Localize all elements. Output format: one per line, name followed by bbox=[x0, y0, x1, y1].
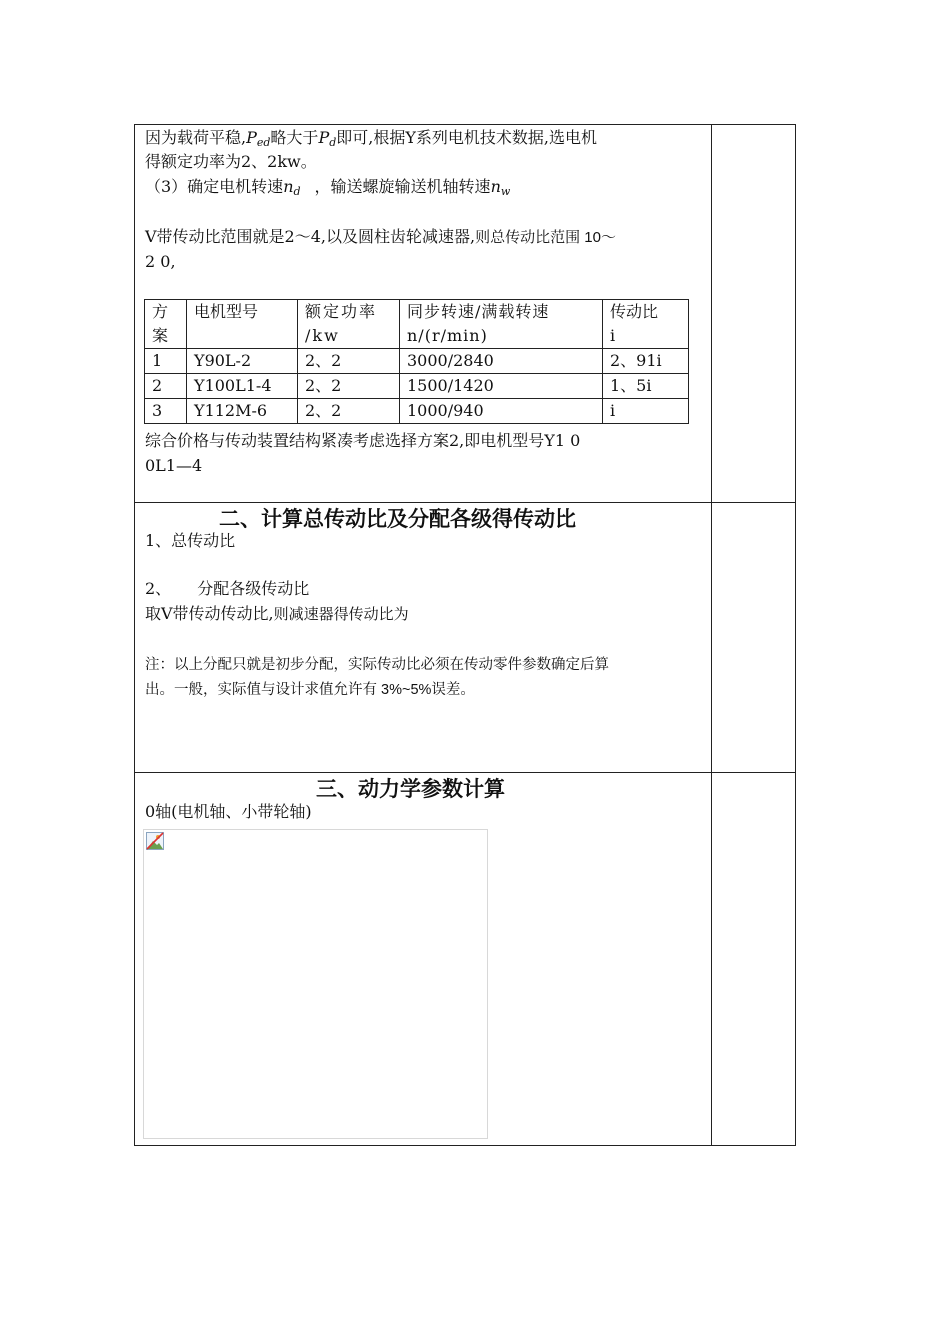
table-header-row bbox=[145, 300, 689, 349]
table-cell: 2、2 bbox=[298, 374, 400, 399]
table-row bbox=[145, 349, 689, 374]
table-cell: 1000/940 bbox=[400, 399, 603, 424]
header-cell bbox=[298, 300, 400, 349]
symbol-p: P bbox=[246, 128, 257, 147]
motor-power-line bbox=[145, 127, 597, 154]
image-placeholder bbox=[143, 829, 488, 1139]
table-cell: 2、91i bbox=[603, 349, 689, 374]
table-cell: i bbox=[603, 399, 689, 424]
section-heading: 二、计算总传动比及分配各级得传动比 bbox=[219, 507, 576, 531]
symbol-n: n bbox=[490, 177, 501, 196]
header-cell bbox=[603, 300, 689, 349]
v-belt-ratio-line bbox=[145, 603, 409, 626]
motor-speed-line bbox=[145, 176, 510, 203]
conclusion-line-cont: 0L1—4 bbox=[145, 456, 203, 475]
header-text: /kw bbox=[305, 326, 340, 345]
section-heading: 三、动力学参数计算 bbox=[316, 777, 505, 801]
broken-image-icon bbox=[146, 832, 164, 850]
table-cell: 2 bbox=[145, 374, 187, 399]
text-segment: 则减速器得传动比为 bbox=[273, 606, 409, 623]
note-line-cont: 出。一般，实际值与设计求值允许有 3%~5%误差。 bbox=[145, 682, 475, 698]
table-cell: Y90L-2 bbox=[187, 349, 298, 374]
symbol-p: P bbox=[318, 128, 330, 147]
shaft-0-label: 0轴(电机轴、小带轮轴) bbox=[145, 802, 312, 821]
symbol-subscript: d bbox=[293, 185, 301, 198]
header-cell bbox=[400, 300, 603, 349]
ratio-range-line-cont: 2 0, bbox=[145, 252, 176, 271]
table-cell: 1 bbox=[145, 349, 187, 374]
text-segment: 因为载荷平稳, bbox=[145, 128, 247, 147]
symbol-subscript: ed bbox=[256, 136, 271, 149]
header-text: 方 bbox=[152, 302, 169, 321]
table-cell: Y112M-6 bbox=[187, 399, 298, 424]
table-cell: 3000/2840 bbox=[400, 349, 603, 374]
header-cell bbox=[187, 300, 298, 349]
rated-power-line: 得额定功率为2、2kw。 bbox=[145, 152, 317, 171]
motor-selection-table bbox=[144, 299, 689, 424]
table-cell: 3 bbox=[145, 399, 187, 424]
item-number: 2、 bbox=[145, 579, 172, 598]
symbol-n: n bbox=[283, 177, 294, 196]
header-text: 同步转速/满载转速 bbox=[407, 302, 550, 321]
symbol-subscript: d bbox=[329, 136, 337, 149]
text-segment: （3）确定电机转速 bbox=[145, 177, 284, 196]
distribute-ratio-item bbox=[145, 578, 309, 600]
text-segment: ，输送螺旋输送机轴转速 bbox=[314, 177, 491, 196]
conclusion-line: 综合价格与传动装置结构紧凑考虑选择方案2,即电机型号Y1 0 bbox=[145, 431, 581, 450]
note-line: 注：以上分配只就是初步分配，实际传动比必须在传动零件参数确定后算 bbox=[145, 657, 609, 673]
table-cell: 1500/1420 bbox=[400, 374, 603, 399]
header-cell bbox=[145, 300, 187, 349]
text-segment: 取V带传动传动比, bbox=[145, 604, 274, 623]
header-text: 电机型号 bbox=[194, 302, 259, 321]
table-row bbox=[145, 399, 689, 424]
column-divider bbox=[711, 124, 712, 1146]
table-cell: Y100L1-4 bbox=[187, 374, 298, 399]
symbol-subscript: w bbox=[500, 185, 511, 198]
table-cell: 2、2 bbox=[298, 399, 400, 424]
item-text: 分配各级传动比 bbox=[197, 579, 310, 598]
text-segment: 略大于 bbox=[270, 128, 319, 147]
text-segment: 则总传动比范围 10～ bbox=[475, 229, 616, 246]
text-segment: 即可,根据Y系列电机技术数据,选电机 bbox=[336, 128, 597, 147]
table-cell: 1、5i bbox=[603, 374, 689, 399]
header-text: 额定功率 bbox=[305, 302, 378, 321]
header-text: 传动比 bbox=[610, 302, 659, 321]
table-cell: 2、2 bbox=[298, 349, 400, 374]
header-text: i bbox=[610, 326, 616, 345]
text-segment: V带传动比范围就是2～4,以及圆柱齿轮减速器, bbox=[145, 227, 476, 246]
header-text: 案 bbox=[152, 326, 169, 345]
table-row bbox=[145, 374, 689, 399]
total-ratio-item: 1、总传动比 bbox=[145, 531, 236, 550]
header-text: n/(r/min) bbox=[407, 326, 488, 345]
ratio-range-line bbox=[145, 226, 616, 249]
